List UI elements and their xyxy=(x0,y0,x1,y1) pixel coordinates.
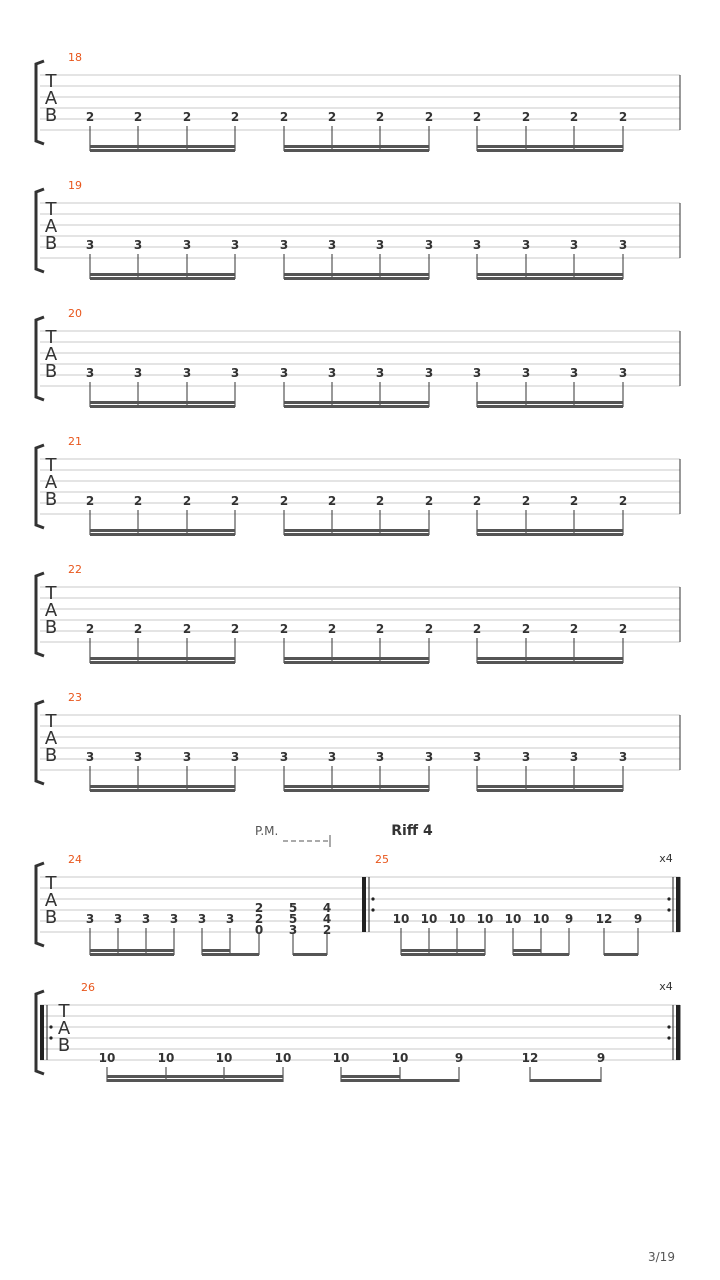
fret-number: 3 xyxy=(279,366,289,380)
fret-number: 12 xyxy=(595,912,613,926)
fret-number: 3 xyxy=(133,238,143,252)
fret-number: 10 xyxy=(215,1051,233,1065)
note-beam xyxy=(284,533,429,536)
note-beam xyxy=(284,401,429,404)
note-beam xyxy=(90,661,235,664)
fret-number: 10 xyxy=(392,912,410,926)
note-beam xyxy=(90,149,235,152)
note-beam xyxy=(401,953,485,956)
tab-clef-letter: T xyxy=(45,455,57,476)
measure-number: 23 xyxy=(68,691,82,704)
fret-number: 10 xyxy=(476,912,494,926)
fret-number: 2 xyxy=(230,110,240,124)
repeat-dot xyxy=(667,1036,670,1039)
note-beam xyxy=(202,953,259,956)
note-beam xyxy=(477,785,623,788)
fret-number: 10 xyxy=(504,912,522,926)
system-bracket xyxy=(36,61,44,144)
tab-clef-letter: A xyxy=(44,600,58,621)
palm-mute-label: P.M. xyxy=(255,824,279,838)
fret-number: 12 xyxy=(521,1051,539,1065)
fret-number: 2 xyxy=(424,622,434,636)
note-beam xyxy=(293,953,327,956)
tab-clef-letter: A xyxy=(44,890,58,911)
fret-number: 3 xyxy=(618,238,628,252)
fret-number: 2 xyxy=(327,622,337,636)
repeat-thick-bar xyxy=(362,877,366,932)
measure-number: 20 xyxy=(68,307,82,320)
fret-number: 10 xyxy=(532,912,550,926)
fret-number: 3 xyxy=(279,750,289,764)
fret-number: 3 xyxy=(375,238,385,252)
fret-number: 3 xyxy=(375,366,385,380)
note-beam xyxy=(90,533,235,536)
note-beam xyxy=(90,405,235,408)
fret-number: 3 xyxy=(85,750,95,764)
measure-number: 22 xyxy=(68,563,82,576)
note-beam xyxy=(477,789,623,792)
repeat-dot xyxy=(371,897,374,900)
note-beam xyxy=(477,657,623,660)
fret-number: 3 xyxy=(141,912,151,926)
tab-clef-letter: T xyxy=(58,1001,70,1022)
tab-clef-letter: T xyxy=(45,583,57,604)
note-beam xyxy=(477,529,623,532)
fret-number: 3 xyxy=(182,750,192,764)
note-beam xyxy=(90,785,235,788)
repeat-dot xyxy=(667,1025,670,1028)
note-beam xyxy=(202,949,230,952)
fret-number: 2 xyxy=(327,110,337,124)
note-beam xyxy=(341,1075,400,1078)
fret-number: 2 xyxy=(375,494,385,508)
fret-number: 2 xyxy=(521,494,531,508)
fret-number: 3 xyxy=(327,750,337,764)
fret-number: 2 xyxy=(472,494,482,508)
fret-number: 2 xyxy=(569,622,579,636)
repeat-dot xyxy=(371,908,374,911)
measure-number: 18 xyxy=(68,51,82,64)
tab-clef-letter: T xyxy=(45,711,57,732)
tab-clef-letter: A xyxy=(44,344,58,365)
fret-number: 2 xyxy=(618,622,628,636)
fret-number: 3 xyxy=(375,750,385,764)
fret-number: 3 xyxy=(182,366,192,380)
tab-clef-letter: A xyxy=(57,1018,71,1039)
note-beam xyxy=(284,149,429,152)
tab-clef-letter: T xyxy=(45,71,57,92)
note-beam xyxy=(284,145,429,148)
tab-clef-letter: B xyxy=(44,489,58,510)
note-beam xyxy=(477,405,623,408)
tab-clef-letter: B xyxy=(44,745,58,766)
fret-number: 2 xyxy=(254,901,264,915)
fret-number: 3 xyxy=(197,912,207,926)
fret-number: 2 xyxy=(569,110,579,124)
fret-number: 2 xyxy=(279,110,289,124)
fret-number: 3 xyxy=(133,366,143,380)
note-beam xyxy=(477,661,623,664)
fret-number: 0 xyxy=(254,923,264,937)
fret-number: 2 xyxy=(279,494,289,508)
fret-number: 3 xyxy=(424,750,434,764)
fret-number: 9 xyxy=(596,1051,606,1065)
fret-number: 3 xyxy=(472,238,482,252)
tab-clef-letter: A xyxy=(44,472,58,493)
fret-number: 2 xyxy=(182,622,192,636)
note-beam xyxy=(284,661,429,664)
fret-number: 3 xyxy=(182,238,192,252)
fret-number: 3 xyxy=(288,923,298,937)
tab-clef-letter: B xyxy=(57,1035,71,1056)
note-beam xyxy=(477,149,623,152)
fret-number: 10 xyxy=(332,1051,350,1065)
fret-number: 2 xyxy=(618,494,628,508)
repeat-thick-bar xyxy=(676,877,680,932)
note-beam xyxy=(284,405,429,408)
note-beam xyxy=(530,1079,601,1082)
fret-number: 3 xyxy=(569,366,579,380)
fret-number: 2 xyxy=(472,110,482,124)
note-beam xyxy=(401,949,485,952)
fret-number: 2 xyxy=(618,110,628,124)
fret-number: 3 xyxy=(230,366,240,380)
fret-number: 3 xyxy=(327,366,337,380)
fret-number: 3 xyxy=(169,912,179,926)
fret-number: 3 xyxy=(279,238,289,252)
fret-number: 3 xyxy=(618,366,628,380)
note-beam xyxy=(284,277,429,280)
fret-number: 2 xyxy=(133,494,143,508)
measure-number: 26 xyxy=(81,981,95,994)
fret-number: 2 xyxy=(322,923,332,937)
note-beam xyxy=(90,277,235,280)
fret-number: 2 xyxy=(375,622,385,636)
tab-clef-letter: B xyxy=(44,361,58,382)
note-beam xyxy=(284,657,429,660)
repeat-dot xyxy=(49,1025,52,1028)
fret-number: 2 xyxy=(279,622,289,636)
fret-number: 3 xyxy=(472,750,482,764)
fret-number: 2 xyxy=(569,494,579,508)
note-beam xyxy=(284,789,429,792)
note-beam xyxy=(513,949,541,952)
note-beam xyxy=(90,401,235,404)
fret-number: 3 xyxy=(113,912,123,926)
repeat-dot xyxy=(667,908,670,911)
note-beam xyxy=(477,401,623,404)
tab-clef-letter: B xyxy=(44,907,58,928)
system-bracket xyxy=(36,573,44,656)
repeat-thick-bar xyxy=(676,1005,680,1060)
fret-number: 3 xyxy=(521,366,531,380)
fret-number: 9 xyxy=(633,912,643,926)
note-beam xyxy=(284,273,429,276)
fret-number: 2 xyxy=(375,110,385,124)
measure-number: 19 xyxy=(68,179,82,192)
fret-number: 2 xyxy=(230,622,240,636)
repeat-dot xyxy=(667,897,670,900)
note-beam xyxy=(477,277,623,280)
measure-number: 25 xyxy=(375,853,389,866)
fret-number: 10 xyxy=(157,1051,175,1065)
note-beam xyxy=(90,273,235,276)
fret-number: 3 xyxy=(133,750,143,764)
note-beam xyxy=(604,953,638,956)
fret-number: 10 xyxy=(448,912,466,926)
note-beam xyxy=(341,1079,459,1082)
fret-number: 2 xyxy=(327,494,337,508)
note-beam xyxy=(477,145,623,148)
note-beam xyxy=(90,953,174,956)
system-bracket xyxy=(36,189,44,272)
fret-number: 2 xyxy=(424,494,434,508)
measure-number: 24 xyxy=(68,853,82,866)
note-beam xyxy=(90,949,174,952)
note-beam xyxy=(107,1079,283,1082)
note-beam xyxy=(90,529,235,532)
fret-number: 2 xyxy=(85,494,95,508)
fret-number: 2 xyxy=(472,622,482,636)
fret-number: 2 xyxy=(85,110,95,124)
fret-number: 2 xyxy=(182,110,192,124)
fret-number: 4 xyxy=(322,912,332,926)
fret-number: 3 xyxy=(424,238,434,252)
fret-number: 2 xyxy=(85,622,95,636)
fret-number: 2 xyxy=(133,622,143,636)
note-beam xyxy=(284,529,429,532)
fret-number: 3 xyxy=(230,238,240,252)
fret-number: 9 xyxy=(564,912,574,926)
fret-number: 5 xyxy=(288,901,298,915)
note-beam xyxy=(90,657,235,660)
system-bracket xyxy=(36,863,44,946)
fret-number: 10 xyxy=(98,1051,116,1065)
fret-number: 2 xyxy=(230,494,240,508)
tab-clef-letter: T xyxy=(45,199,57,220)
system-bracket xyxy=(36,317,44,400)
tab-clef-letter: A xyxy=(44,728,58,749)
fret-number: 3 xyxy=(569,750,579,764)
fret-number: 3 xyxy=(472,366,482,380)
tab-clef-letter: A xyxy=(44,216,58,237)
fret-number: 3 xyxy=(521,238,531,252)
note-beam xyxy=(90,789,235,792)
fret-number: 3 xyxy=(521,750,531,764)
tab-clef-letter: B xyxy=(44,617,58,638)
fret-number: 9 xyxy=(454,1051,464,1065)
fret-number: 10 xyxy=(391,1051,409,1065)
fret-number: 3 xyxy=(225,912,235,926)
fret-number: 3 xyxy=(327,238,337,252)
fret-number: 2 xyxy=(133,110,143,124)
fret-number: 2 xyxy=(424,110,434,124)
fret-number: 5 xyxy=(288,912,298,926)
fret-number: 3 xyxy=(85,238,95,252)
section-label: Riff 4 xyxy=(391,823,433,839)
fret-number: 3 xyxy=(85,366,95,380)
repeat-thick-bar xyxy=(40,1005,44,1060)
fret-number: 4 xyxy=(322,901,332,915)
system-bracket xyxy=(36,445,44,528)
fret-number: 3 xyxy=(569,238,579,252)
repeat-dot xyxy=(49,1036,52,1039)
fret-number: 2 xyxy=(521,622,531,636)
fret-number: 2 xyxy=(182,494,192,508)
system-bracket xyxy=(36,701,44,784)
tab-clef-letter: B xyxy=(44,233,58,254)
page-number: 3/19 xyxy=(648,1250,675,1264)
fret-number: 3 xyxy=(424,366,434,380)
note-beam xyxy=(90,145,235,148)
fret-number: 2 xyxy=(254,912,264,926)
tab-clef-letter: T xyxy=(45,327,57,348)
tab-clef-letter: B xyxy=(44,105,58,126)
tab-clef-letter: T xyxy=(45,873,57,894)
note-beam xyxy=(477,533,623,536)
fret-number: 3 xyxy=(230,750,240,764)
fret-number: 3 xyxy=(85,912,95,926)
fret-number: 10 xyxy=(274,1051,292,1065)
tab-clef-letter: A xyxy=(44,88,58,109)
note-beam xyxy=(477,273,623,276)
fret-number: 2 xyxy=(521,110,531,124)
repeat-count: x4 xyxy=(659,980,673,993)
note-beam xyxy=(513,953,569,956)
fret-number: 3 xyxy=(618,750,628,764)
note-beam xyxy=(284,785,429,788)
measure-number: 21 xyxy=(68,435,82,448)
repeat-count: x4 xyxy=(659,852,673,865)
note-beam xyxy=(107,1075,283,1078)
fret-number: 10 xyxy=(420,912,438,926)
